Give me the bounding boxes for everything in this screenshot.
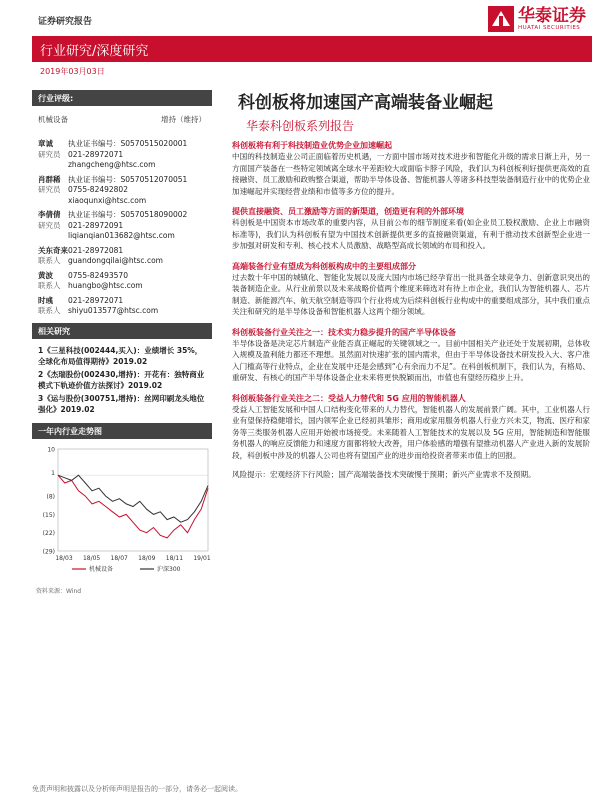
logo-cn: 华泰证券 — [518, 6, 586, 26]
section-text: 过去数十年中国的城镇化、智能化发展以及庞大国内市场已经孕育出一批具备全球竞争力、创新意识突出的装备制造企业。从行业前景以及未来战略价值两个维度来筛选对有待上市企业，我们认为智能机器人、芯片制造、新能源汽车、航天航空制造等四个行业将成为后续科创板行业构成中的重要组成部分，其中我们重点关注和研究的是半导体设备和智能机器人这两个细分领域。 — [232, 272, 590, 316]
analyst-entry: 关东奇来 联系人 021-28972081 guandongqilai@htsc.com — [38, 245, 163, 265]
section-banner — [32, 36, 592, 62]
legend-label: 机械设备 — [89, 565, 114, 573]
x-tick-label: 18/05 — [82, 554, 101, 562]
analyst-entry: 章诚 研究员 执业证书编号：S0570515020001 021-28972071 zhangcheng@htsc.com — [38, 139, 188, 169]
section-title: 提供直接融资、员工激励等方面的新渠道，创造更有利的外部环境 — [232, 207, 464, 216]
chart-source: 资料来源：Wind — [36, 587, 82, 595]
analyst-entry: 李倩倩 研究员 执业证书编号：S0570518090002 021-28972091 liqianqian013682@htsc.com — [38, 210, 188, 240]
chart-frame — [58, 449, 208, 551]
rating-industry: 机械设备 — [38, 115, 68, 124]
report-type: 证券研究报告 — [38, 17, 93, 27]
main-content — [232, 88, 590, 481]
sidebar — [32, 90, 212, 595]
analyst-list — [32, 133, 212, 317]
related-head: 相关研究 — [32, 323, 212, 339]
page-subtitle: 华泰科创板系列报告 — [246, 119, 355, 133]
y-tick-label: (22) — [42, 529, 55, 537]
chart-head: 一年内行业走势图 — [32, 423, 212, 439]
y-tick-label: (15) — [42, 511, 55, 519]
section-text: 中国的科技制造业公司正面临着历史机遇，一方面中国市场对技术进步和智能化升级的需求日渐上升，另一方面国产装备在一些特定领域离全球水平差距较大或面临卡脖子风险，我们认为科创板利好提供更高效的直接融资、员工激励和政购整合渠道，帮助半导体设备、智能机器人等诸多科技型装备制造行业中的优势企业加速崛起并实现经营业绩和市值等多方位的提升。 — [232, 152, 590, 196]
rating-row — [32, 106, 212, 133]
related-item[interactable]: 1《三星科技(002444,买入)：业绩增长 35%，全球化布局值得期待》2019.02 — [38, 345, 203, 366]
analyst-entry: 时彧 联系人 021-28972071 shiyu013577@htsc.com — [38, 295, 159, 315]
y-tick-label: (29) — [42, 548, 55, 555]
risk-note: 风险提示：宏观经济下行风险；国产高端装备技术突破慢于预期；新兴产业需求不及预期。 — [232, 470, 536, 479]
logo-mark-icon — [488, 6, 514, 32]
section-title: 高端装备行业有望成为科创板构成中的主要组成部分 — [232, 261, 416, 271]
section-title: 科创板装备行业关注之二：受益人力替代和 5G 应用的智能机器人 — [232, 393, 466, 403]
related-list — [32, 339, 212, 423]
industry-trend-chart — [32, 439, 212, 582]
chart-svg — [32, 443, 212, 578]
analyst-entry: 肖群稀 研究员 执业证书编号：S0570512070051 0755-82492802 xiaoqunxi@htsc.com — [38, 174, 188, 205]
rating-head: 行业评级: — [32, 90, 212, 106]
y-tick-label: 10 — [47, 446, 55, 453]
related-item[interactable]: 2《杰瑞股份(002430,增持)：开花有：独特商业模式下轨迹价值方法探讨》2019.02 — [38, 369, 205, 390]
section-text: 科创板是中国资本市场改革的重要内容，从目前公布的细节制度来看(如企业员工股权激励、企业上市融资标准等)，我们认为科创板有望为中国技术创新提供更多的直接融资渠道，有利于推动技术创新型企业进一步加强对研发和专利、核心技术人员激励、战略型高成长领域的布局和投入。 — [232, 218, 590, 250]
related-item[interactable]: 3《运与股份(300751,增持)：丝网印刷龙头地位强化》2019.02 — [38, 393, 205, 414]
analyst-entry: 黄波 联系人 0755-82493570 huangbo@htsc.com — [38, 270, 143, 290]
x-tick-label: 18/11 — [165, 554, 184, 562]
section-title: 科创板将有利于科技制造业优势企业加速崛起 — [232, 141, 392, 150]
logo-en: HUATAI SECURITIES — [518, 25, 581, 31]
section-text: 受益人工智能发展和中国人口结构变化带来的人力替代，智能机器人的发展前景广阔。其中，工业机器人行业有望保持稳健增长，国内领军企业已经初具雏形；商用或家用服务机器人行业方兴未艾，物流、医疗和家务等三类服务机器人应用开始被市场接受。未来随着人工智能技术的发展以及 5G 应用，智能制造和智能服务机器人的响应反馈能力和速度方面都将较大改善，用户体验感的增强有望推动机器人产业进入新的发展阶段，科创板中涉及的机器人公司也将有望国产业的进步而给投资者带来市值上的回报。 — [232, 404, 590, 460]
page-title: 科创板将加速国产高端装备业崛起 — [238, 93, 493, 113]
footer-disclaimer: 免责声明和披露以及分析师声明是报告的一部分，请务必一起阅读。 — [32, 785, 242, 793]
rating-value: 增持（维持） — [161, 115, 206, 124]
report-date: 2019年03月03日 — [40, 67, 105, 76]
x-tick-label: 18/07 — [110, 554, 128, 562]
logo — [488, 6, 586, 32]
series-line-csi300 — [58, 475, 208, 522]
y-tick-label: 1 — [51, 469, 55, 477]
x-tick-label: 19/01 — [193, 554, 211, 562]
section-label: 行业研究/深度研究 — [40, 44, 149, 59]
section-text: 半导体设备是决定芯片制造产业能否真正崛起的关键领域之一。目前中国相关产业还处于发展初期，总体收入规模及盈利能力都还不理想。虽然面对快速扩张的国内需求，但由于半导体设备技术研发投入大、客户准入门槛高等行业特点，企业在发展中还是会感到“心有余而力不足”。在科创板机制下，我们认为，有格局、重研发、有核心的国产半导体设备企业未来将更快脱颖而出，市值也有望经历稳步上升。 — [232, 338, 590, 382]
x-tick-label: 18/03 — [55, 554, 73, 562]
x-tick-label: 18/09 — [138, 554, 156, 562]
y-tick-label: (8) — [46, 493, 55, 501]
section-title: 科创板装备行业关注之一：技术实力稳步提升的国产半导体设备 — [232, 327, 456, 337]
legend-label: 沪深300 — [157, 565, 181, 573]
